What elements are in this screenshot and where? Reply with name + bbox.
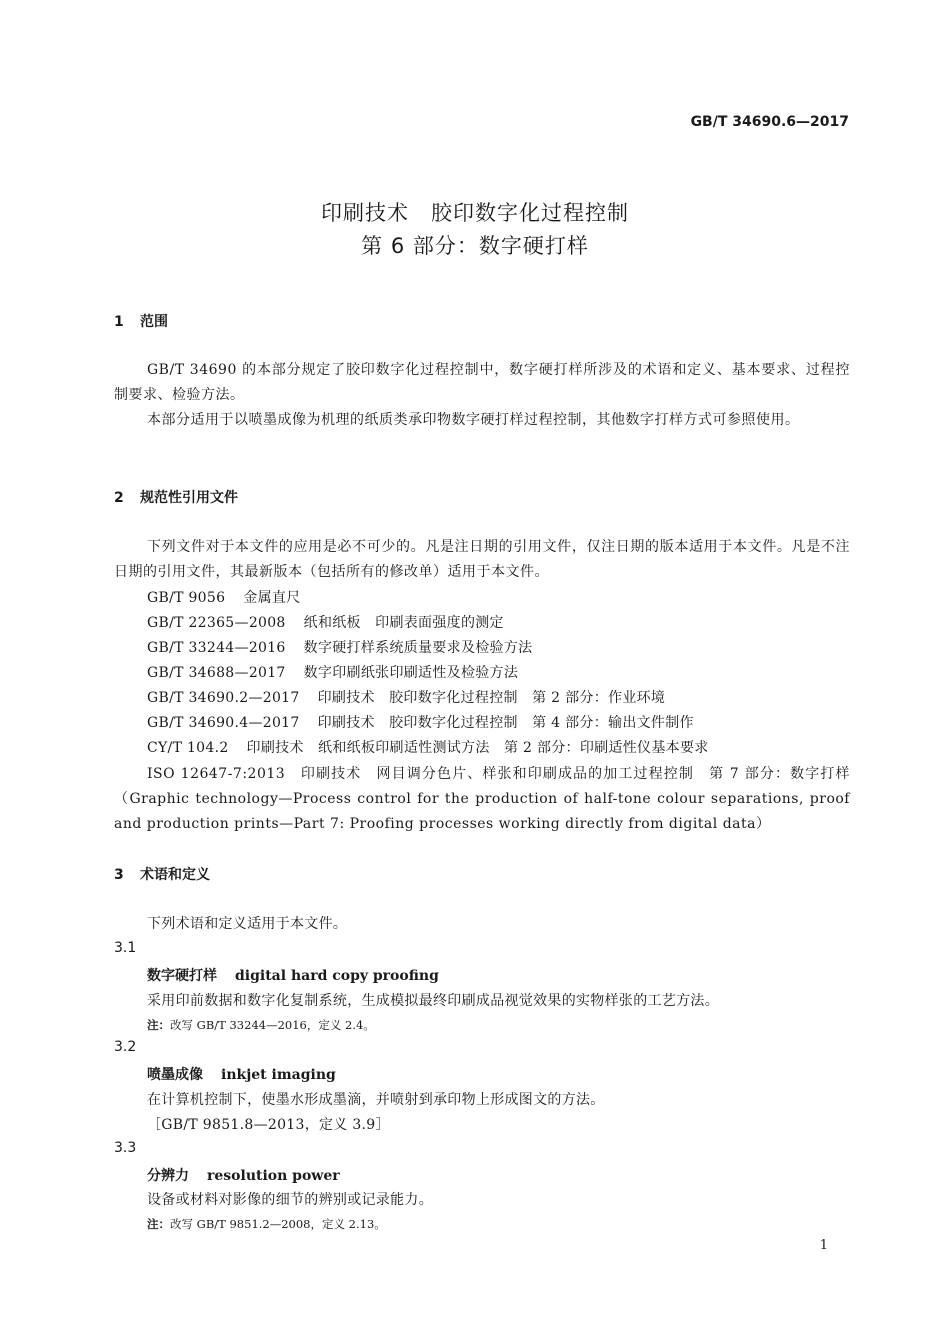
- paragraph: ISO 12647-7:2013 印刷技术 网目调分色片、样张和印刷成品的加工过程控制 第 7 部分：数字打样（Graphic technology—Process control for the production of half-tone colour separations, proof and production prints—Part 7: Proofing processes working directly from digital data）: [114, 766, 850, 832]
- section-1-body: [114, 358, 850, 433]
- note-text: 改写 GB/T 33244—2016，定义 2.4。: [170, 1018, 375, 1032]
- reference-item: [147, 687, 665, 707]
- reference-title: 印刷技术 纸和纸板印刷适性测试方法 第 2 部分：印刷适性仪基本要求: [246, 740, 709, 756]
- reference-title: 纸和纸板 印刷表面强度的测定: [303, 615, 504, 631]
- term-cn: 喷墨成像: [147, 1067, 203, 1083]
- term-cn: 分辨力: [147, 1168, 189, 1184]
- reference-code: GB/T 22365—2008: [147, 615, 286, 631]
- paragraph: 下列文件对于本文件的应用是必不可少的。凡是注日期的引用文件，仅注日期的版本适用于本文件。凡是不注日期的引用文件，其最新版本（包括所有的修改单）适用于本文件。: [114, 539, 850, 580]
- term-en: resolution power: [207, 1168, 340, 1184]
- term-definition: 采用印前数据和数字化复制系统，生成模拟最终印刷成品视觉效果的实物样张的工艺方法。: [147, 993, 719, 1009]
- reference-title: 印刷技术 胶印数字化过程控制 第 4 部分：输出文件制作: [317, 715, 694, 731]
- page-number: 1: [819, 1238, 828, 1253]
- term-heading: [147, 1064, 336, 1084]
- section-title: 规范性引用文件: [140, 490, 238, 506]
- document-title-line2: 第 6 部分：数字硬打样: [361, 234, 589, 258]
- reference-title: 数字印刷纸张印刷适性及检验方法: [303, 665, 519, 681]
- section-title: 范围: [140, 314, 168, 330]
- term-heading: [147, 1165, 340, 1185]
- clause-number: 3.1: [114, 940, 137, 956]
- section-number: 1: [114, 314, 124, 330]
- reference-item: [147, 587, 301, 607]
- section-1-heading: [114, 311, 168, 331]
- reference-code: GB/T 34690.2—2017: [147, 690, 300, 706]
- term-definition: 在计算机控制下，使墨水形成墨滴，并喷射到承印物上形成图文的方法。: [147, 1092, 605, 1108]
- term-definition: 设备或材料对影像的细节的辨别或记录能力。: [147, 1192, 433, 1208]
- term-note: [147, 1216, 386, 1232]
- reference-title: 金属直尺: [243, 590, 301, 606]
- section-2-heading: [114, 487, 238, 507]
- clause-number: 3.3: [114, 1140, 137, 1156]
- section-number: 2: [114, 490, 124, 506]
- term-source: ［GB/T 9851.8—2013，定义 3.9］: [147, 1117, 390, 1133]
- reference-title: 印刷技术 胶印数字化过程控制 第 2 部分：作业环境: [317, 690, 666, 706]
- document-title-line1: 印刷技术 胶印数字化过程控制: [321, 201, 629, 225]
- note-label: 注：: [147, 1018, 170, 1032]
- note-text: 改写 GB/T 9851.2—2008，定义 2.13。: [170, 1217, 386, 1231]
- section-3-intro: 下列术语和定义适用于本文件。: [147, 916, 348, 932]
- reference-item: [147, 637, 532, 657]
- reference-title: 数字硬打样系统质量要求及检验方法: [303, 640, 533, 656]
- section-2-intro: [114, 535, 850, 585]
- paragraph: GB/T 34690 的本部分规定了胶印数字化过程控制中，数字硬打样所涉及的术语和定义、基本要求、过程控制要求、检验方法。: [114, 362, 850, 403]
- term-note: [147, 1017, 375, 1033]
- reference-item: [147, 712, 694, 732]
- reference-code: GB/T 34690.4—2017: [147, 715, 300, 731]
- reference-code: GB/T 33244—2016: [147, 640, 286, 656]
- note-label: 注：: [147, 1217, 170, 1231]
- term-heading: [147, 965, 439, 985]
- reference-code: GB/T 34688—2017: [147, 665, 286, 681]
- reference-code: GB/T 9056: [147, 590, 226, 606]
- reference-item: [147, 737, 709, 757]
- section-title: 术语和定义: [140, 867, 210, 883]
- iso-reference: [114, 762, 850, 837]
- term-en: digital hard copy proofing: [235, 968, 439, 984]
- section-3-heading: [114, 864, 210, 884]
- reference-code: CY/T 104.2: [147, 740, 229, 756]
- term-en: inkjet imaging: [221, 1067, 336, 1083]
- paragraph: 本部分适用于以喷墨成像为机理的纸质类承印物数字硬打样过程控制，其他数字打样方式可参照使用。: [147, 412, 800, 428]
- clause-number: 3.2: [114, 1039, 137, 1055]
- reference-item: [147, 612, 504, 632]
- standard-code: GB/T 34690.6—2017: [690, 114, 849, 130]
- reference-item: [147, 662, 518, 682]
- section-number: 3: [114, 867, 124, 883]
- term-cn: 数字硬打样: [147, 968, 217, 984]
